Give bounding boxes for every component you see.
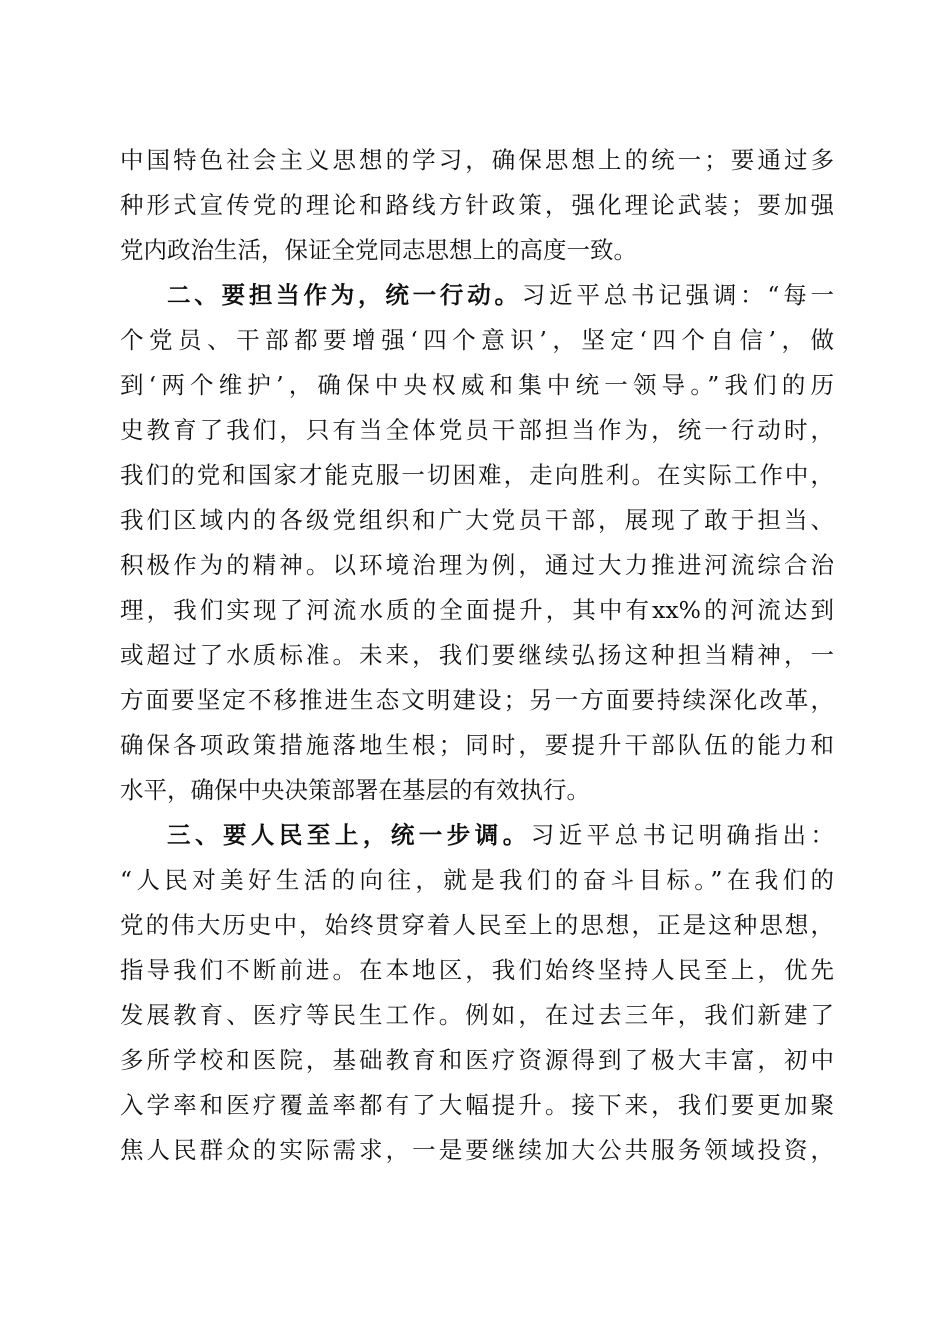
text-line: 理，我们实现了河流水质的全面提升，其中有xx%的河流达到 xyxy=(120,596,834,624)
text-line: 入学率和医疗覆盖率都有了大幅提升。接下来，我们要更加聚 xyxy=(120,1091,834,1119)
text-line: 多所学校和医院，基础教育和医疗资源得到了极大丰富，初中 xyxy=(120,1046,834,1074)
text-line: 到‘两个维护’，确保中央权威和集中统一领导。”我们的历 xyxy=(120,371,834,399)
text-line: “人民对美好生活的向往，就是我们的奋斗目标。”在我们的 xyxy=(120,866,834,894)
text-line: 指导我们不断前进。在本地区，我们始终坚持人民至上，优先 xyxy=(120,956,834,984)
paragraph-1 xyxy=(120,138,834,273)
text-line: 或超过了水质标准。未来，我们要继续弘扬这种担当精神，一 xyxy=(120,641,834,669)
text-line: 党的伟大历史中，始终贯穿着人民至上的思想，正是这种思想， xyxy=(120,911,834,939)
text-line: 焦人民群众的实际需求，一是要继续加大公共服务领域投资， xyxy=(120,1136,834,1164)
text-line: 中国特色社会主义思想的学习，确保思想上的统一；要通过多 xyxy=(120,146,834,174)
heading-line xyxy=(120,813,834,858)
section-heading: 三、要人民至上，统一步调。 xyxy=(167,821,531,849)
text-line: 我们的党和国家才能克服一切困难，走向胜利。在实际工作中， xyxy=(120,461,834,489)
text-line: 发展教育、医疗等民生工作。例如，在过去三年，我们新建了 xyxy=(120,1001,834,1029)
text-line: 确保各项政策措施落地生根；同时，要提升干部队伍的能力和 xyxy=(120,731,834,759)
section-heading: 二、要担当作为，统一行动。 xyxy=(167,281,522,309)
heading-line xyxy=(120,273,834,318)
text-line: 积极作为的精神。以环境治理为例，通过大力推进河流综合治 xyxy=(120,551,834,579)
text-line: 方面要坚定不移推进生态文明建设；另一方面要持续深化改革， xyxy=(120,686,834,714)
heading-line-text: 习近平总书记强调：“每一 xyxy=(521,281,835,309)
paragraph-2 xyxy=(120,273,834,813)
text-line: 水平，确保中央决策部署在基层的有效执行。 xyxy=(120,776,590,804)
heading-line-text: 习近平总书记明确指出： xyxy=(530,821,835,849)
paragraph-3 xyxy=(120,813,834,1173)
text-line: 种形式宣传党的理论和路线方针政策，强化理论武装；要加强 xyxy=(120,191,834,219)
text-line: 史教育了我们，只有当全体党员干部担当作为，统一行动时， xyxy=(120,416,834,444)
text-line: 个党员、干部都要增强‘四个意识’，坚定‘四个自信’，做 xyxy=(120,326,834,354)
document-page xyxy=(120,138,834,1173)
text-line: 党内政治生活，保证全党同志思想上的高度一致。 xyxy=(120,236,637,264)
text-line: 我们区域内的各级党组织和广大党员干部，展现了敢于担当、 xyxy=(120,506,834,534)
